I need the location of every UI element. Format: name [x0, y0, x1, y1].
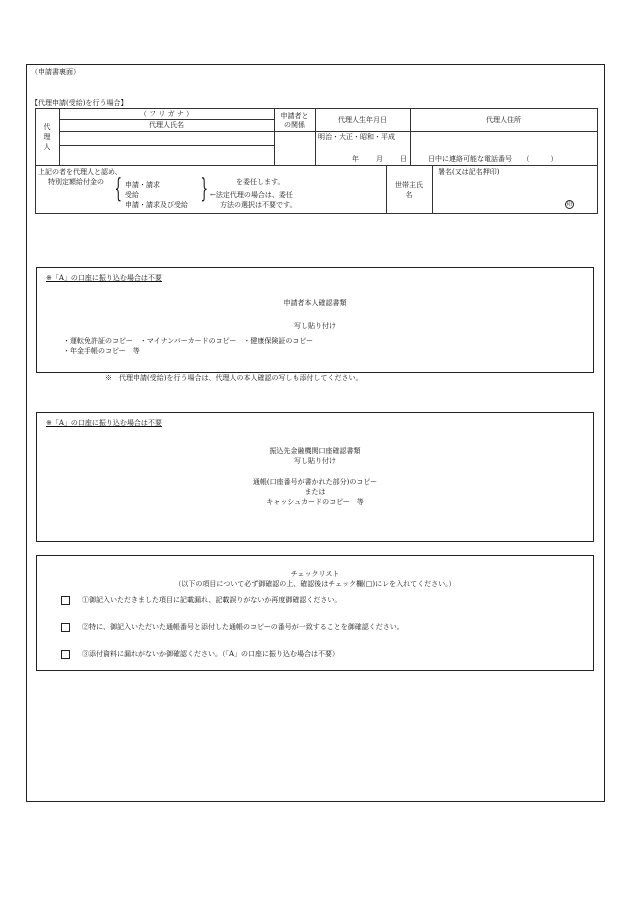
- delegate-line-1: 上記の者を代理人と認め、: [38, 168, 122, 176]
- birth-date-label: 代理人生年月日: [338, 116, 387, 124]
- checklist-title: チェックリスト: [290, 570, 340, 578]
- checklist-subtitle: （以下の項目について必ず御確認の上、確認後はチェック欄(□)にレを入れてください。）: [174, 580, 456, 588]
- era-options: 明治・大正・昭和・平成: [318, 133, 395, 141]
- delegate-right-1: を委任します。: [236, 178, 285, 186]
- id-box-footnote: ※ 代理申請(受給)を行う場合は、代理人の本人確認の写しも添付してください。: [105, 374, 363, 382]
- proxy-name-split: [59, 145, 274, 146]
- bank-box-note: ※「A」の口座に振り込む場合は不要: [46, 419, 162, 427]
- checklist-item-2: ②特に、御記入いただいた通帳番号と添付した通帳のコピーの番号が一致することを御確認ください。: [82, 623, 404, 631]
- checklist-checkbox-1[interactable]: [61, 596, 70, 605]
- birth-month-unit: 月: [376, 155, 383, 163]
- id-box-paste: 写し貼り付け: [294, 322, 336, 330]
- householder-label-2: 名: [405, 191, 413, 199]
- checklist-item-3: ③添付資料に漏れがないか御確認ください。（「A」の口座に振り込む場合は不要）: [82, 650, 340, 658]
- relation-label-1: 申請者と: [280, 112, 309, 120]
- bank-line-1: 通帳(口座番号が書かれた部分)のコピー: [252, 478, 378, 486]
- page-header: （申請書裏面）: [31, 68, 80, 76]
- phone-label: 日中に連絡可能な電話番号 （ ）: [428, 155, 558, 163]
- bank-box-title: 振込先金融機関口座確認書類: [269, 447, 361, 455]
- furigana-label: （ フ リ ガ ナ ）: [139, 110, 194, 118]
- birth-year-unit: 年: [352, 155, 359, 163]
- proxy-name-header-line: [59, 131, 274, 132]
- address-label: 代理人住所: [486, 116, 521, 124]
- option-receive: 受給: [125, 191, 139, 199]
- bank-document-box: [36, 412, 594, 542]
- proxy-table-bottom: [35, 213, 598, 214]
- proxy-table-left: [35, 108, 36, 214]
- checklist-checkbox-3[interactable]: [61, 650, 70, 659]
- id-box-title: 申請者本人確認書類: [283, 299, 347, 307]
- proxy-section-title: 【代理申請(受給)を行う場合】: [31, 99, 128, 107]
- bank-line-3: キャッシュカードのコピー 等: [266, 498, 364, 506]
- option-apply: 申請・請求: [125, 181, 160, 189]
- checklist-item-1: ①御記入いただきました項目に記載漏れ、記載誤りがないか再度御確認ください。: [82, 596, 342, 604]
- delegate-right-2: ←法定代理の場合は、委任: [210, 191, 293, 199]
- relation-label-2: の関係: [284, 121, 305, 129]
- seal-mark: 印: [566, 201, 573, 208]
- id-examples-2: ・年金手帳のコピー 等: [63, 347, 140, 355]
- id-examples-1: ・運転免許証のコピー ・マイナンバーカードのコピー ・健康保険証のコピー: [63, 337, 314, 345]
- id-box-note: ※「A」の口座に振り込む場合は不要: [46, 274, 162, 282]
- proxy-header-line: [274, 131, 410, 132]
- proxy-table-top: [35, 108, 598, 109]
- right-brace: }: [200, 174, 208, 204]
- proxy-name-label: 代理人氏名: [149, 121, 184, 129]
- proxy-side-label-3: 人: [43, 143, 51, 151]
- signature-label: 署名(又は記名押印): [438, 168, 500, 176]
- householder-label-1: 世帯主氏: [395, 181, 423, 189]
- checklist-checkbox-2[interactable]: [61, 623, 70, 632]
- bank-line-2: または: [304, 488, 326, 496]
- proxy-side-label-2: 理: [43, 133, 51, 141]
- option-apply-and-receive: 申請・請求及び受給: [125, 201, 188, 209]
- proxy-table-mid: [35, 165, 598, 166]
- left-brace: {: [114, 174, 122, 204]
- delegate-right-3: 方法の選択は不要です。: [220, 201, 297, 209]
- proxy-furigana-line: [59, 119, 274, 120]
- proxy-table-right: [597, 108, 598, 214]
- proxy-householder-right: [432, 165, 433, 213]
- bank-box-paste: 写し貼り付け: [294, 457, 336, 465]
- delegate-line-2: 特別定額給付金の: [48, 178, 104, 186]
- proxy-address-header-line: [410, 131, 597, 132]
- proxy-side-label-1: 代: [43, 123, 51, 131]
- birth-day-unit: 日: [400, 155, 407, 163]
